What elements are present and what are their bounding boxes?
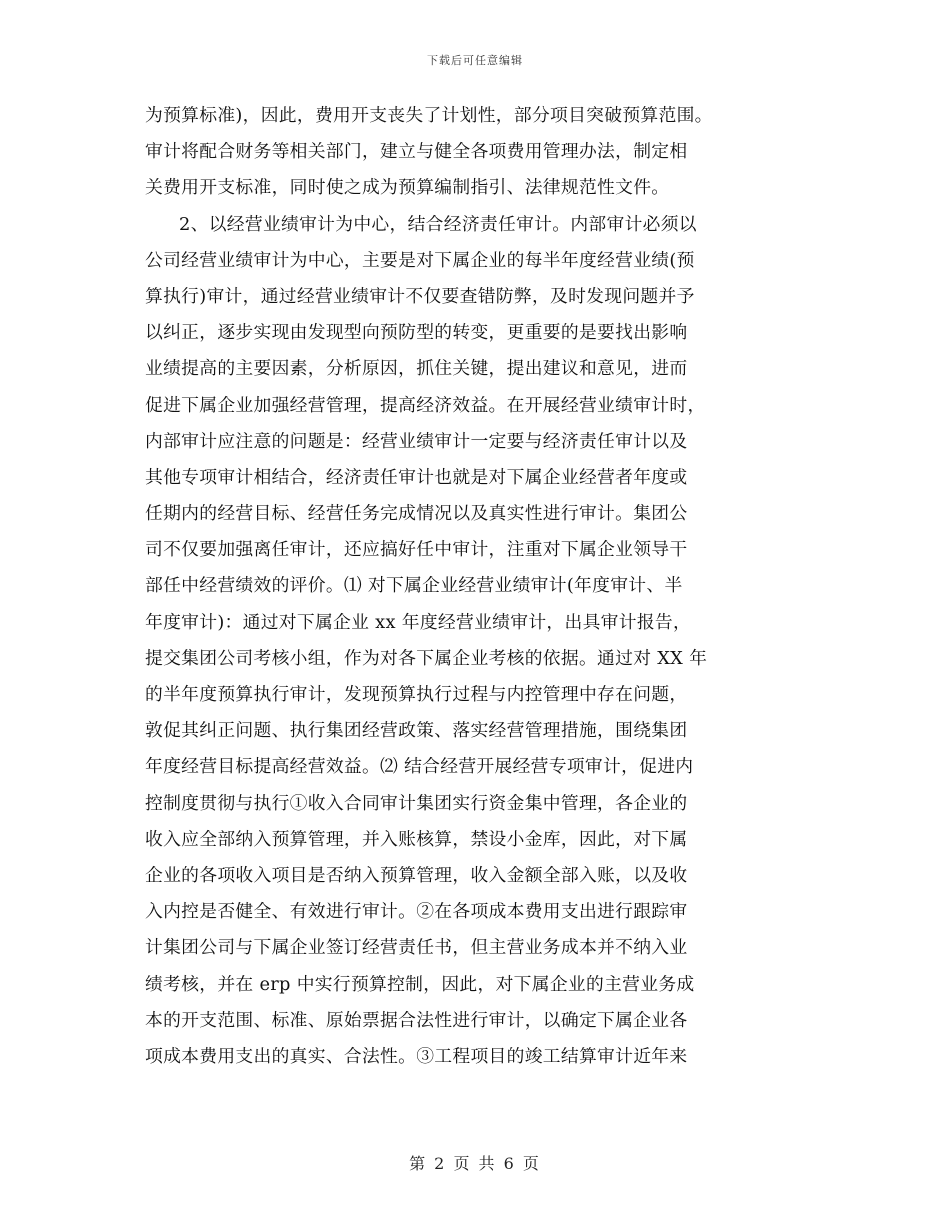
body-line: 年度经营目标提高经营效益。⑵ 结合经营开展经营专项审计，促进内	[145, 756, 694, 778]
page-number-footer: 第 2 页 共 6 页	[409, 1154, 541, 1173]
body-line: 关费用开支标准，同时使之成为预算编制指引、法律规范性文件。	[145, 177, 670, 199]
body-line: 审计将配合财务等相关部门，建立与健全各项费用管理办法，制定相	[145, 141, 688, 163]
body-line: 司不仅要加强离任审计，还应搞好任中审计，注重对下属企业领导干	[145, 539, 688, 561]
body-line: 业绩提高的主要因素，分析原因，抓住关键，提出建议和意见，进而	[145, 358, 688, 380]
body-line: 为预算标准)，因此，费用开支丧失了计划性，部分项目突破预算范围。	[145, 105, 713, 126]
body-line: 控制度贯彻与执行①收入合同审计集团实行资金集中管理，各企业的	[145, 792, 688, 814]
page-header: 下载后可任意编辑	[427, 54, 523, 67]
body-line: 算执行)审计，通过经营业绩审计不仅要查错防弊，及时发现问题并予	[145, 285, 695, 307]
body-line: 以纠正，逐步实现由发现型向预防型的转变，更重要的是要找出影响	[145, 322, 688, 344]
body-line: 项成本费用支出的真实、合法性。③工程项目的竣工结算审计近年来	[145, 1045, 688, 1067]
body-line: 提交集团公司考核小组，作为对各下属企业考核的依据。通过对 XX 年	[145, 647, 708, 669]
body-line: 计集团公司与下属企业签订经营责任书，但主营业务成本并不纳入业	[145, 937, 688, 959]
body-line: 公司经营业绩审计为中心，主要是对下属企业的每半年度经营业绩(预	[145, 249, 695, 271]
body-line: 本的开支范围、标准、原始票据合法性进行审计，以确定下属企业各	[145, 1009, 688, 1031]
body-line: 任期内的经营目标、经营任务完成情况以及真实性进行审计。集团公	[145, 503, 688, 525]
body-line: 其他专项审计相结合，经济责任审计也就是对下属企业经营者年度或	[145, 466, 688, 488]
body-line: 的半年度预算执行审计，发现预算执行过程与内控管理中存在问题，	[145, 684, 688, 705]
document-body	[145, 98, 815, 1075]
paragraph-first-line: 2、以经营业绩审计为中心，结合经济责任审计。内部审计必须以	[179, 213, 697, 235]
body-line: 内部审计应注意的问题是：经营业绩审计一定要与经济责任审计以及	[145, 430, 688, 452]
body-line: 入内控是否健全、有效进行审计。②在各项成本费用支出进行跟踪审	[145, 901, 688, 923]
body-line: 部任中经营绩效的评价。⑴ 对下属企业经营业绩审计(年度审计、半	[145, 575, 683, 597]
body-line: 绩考核，并在 erp 中实行预算控制，因此，对下属企业的主营业务成	[145, 973, 695, 995]
body-line: 收入应全部纳入预算管理，并入账核算，禁设小金库，因此，对下属	[145, 828, 688, 850]
body-line: 年度审计)：通过对下属企业 xx 年度经营业绩审计，出具审计报告，	[145, 611, 692, 633]
body-line: 企业的各项收入项目是否纳入预算管理，收入金额全部入账，以及收	[145, 864, 688, 886]
body-line: 敦促其纠正问题、执行集团经营政策、落实经营管理措施，围绕集团	[145, 720, 688, 742]
body-line: 促进下属企业加强经营管理，提高经济效益。在开展经营业绩审计时，	[145, 394, 706, 416]
